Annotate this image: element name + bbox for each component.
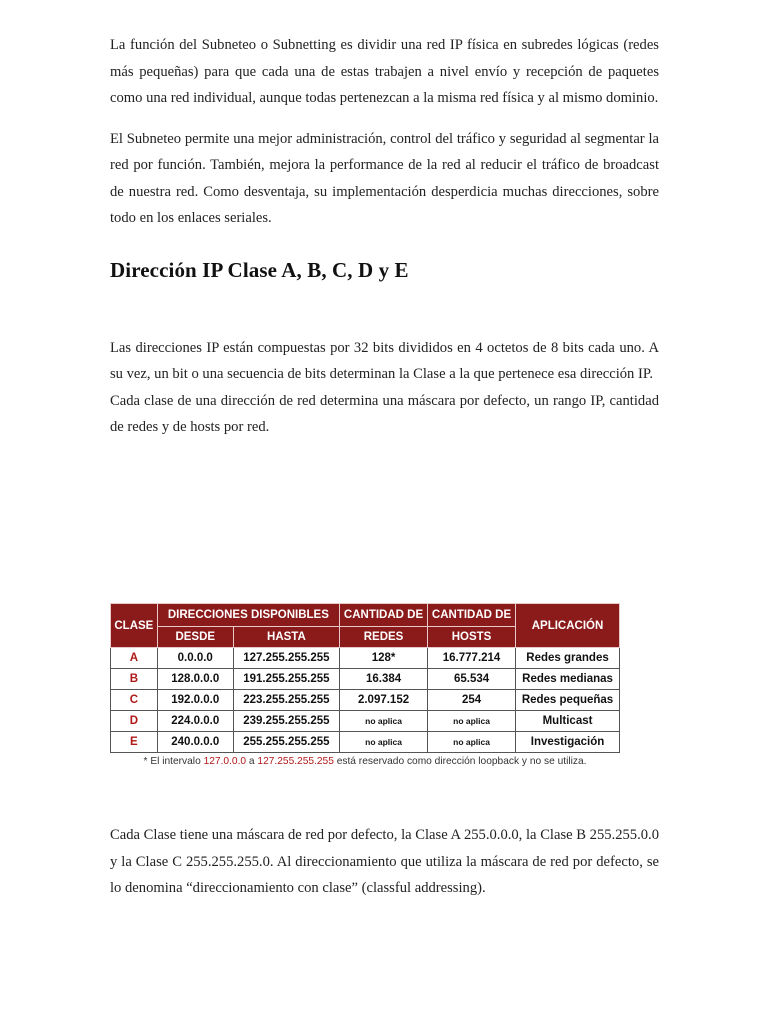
header-cantidad-redes-1: CANTIDAD DE xyxy=(340,604,428,627)
cell-desde: 224.0.0.0 xyxy=(157,711,233,732)
footnote-range-end: 127.255.255.255 xyxy=(257,756,334,767)
table-footnote xyxy=(110,756,620,767)
footnote-range-start: 127.0.0.0 xyxy=(203,756,247,767)
paragraph-subneteo-intro: La función del Subneteo o Subnetting es dividir una red IP física en subredes lógicas (redes más pequeñas) para que cada una de estas trabajen a nivel envío y recepción de paquetes como una red individual, aunque todas pertenezcan a la misma red física y al mismo dominio. xyxy=(110,37,659,106)
cell-hasta: 191.255.255.255 xyxy=(233,669,339,690)
cell-aplicacion: Investigación xyxy=(516,732,620,753)
table-row xyxy=(111,690,620,711)
footnote-prefix: * El intervalo xyxy=(143,756,204,767)
section-heading: Dirección IP Clase A, B, C, D y E xyxy=(110,257,409,282)
footnote-suffix: está reservado como dirección loopback y no se utiliza. xyxy=(333,756,587,767)
table-row xyxy=(111,648,620,669)
cell-hasta: 127.255.255.255 xyxy=(233,648,339,669)
cell-hasta: 255.255.255.255 xyxy=(233,732,339,753)
cell-redes: no aplica xyxy=(340,711,428,732)
cell-aplicacion: Redes medianas xyxy=(516,669,620,690)
cell-clase: B xyxy=(111,669,158,690)
cell-hosts: no aplica xyxy=(428,711,516,732)
document-body xyxy=(110,32,659,441)
cell-hosts: 65.534 xyxy=(428,669,516,690)
paragraph-default-mask: Cada Clase tiene una máscara de red por defecto, la Clase A 255.0.0.0, la Clase B 255.255.0.0 y la Clase C 255.255.255.0. Al direccionamiento que utiliza la máscara de red por defecto, se lo denomina “direccionamiento con clase” (classful addressing). xyxy=(110,827,659,896)
header-cantidad-redes-2: REDES xyxy=(340,627,428,648)
header-aplicacion: APLICACIÓN xyxy=(516,604,620,648)
cell-aplicacion: Redes pequeñas xyxy=(516,690,620,711)
cell-desde: 192.0.0.0 xyxy=(157,690,233,711)
cell-hosts: 254 xyxy=(428,690,516,711)
footnote-mid: a xyxy=(246,756,258,767)
header-direcciones: DIRECCIONES DISPONIBLES xyxy=(157,604,339,627)
cell-clase: D xyxy=(111,711,158,732)
table-row xyxy=(111,669,620,690)
paragraph-ip-bits: Las direcciones IP están compuestas por 32 bits divididos en 4 octetos de 8 bits cada uno. A su vez, un bit o una secuencia de bits determinan la Clase a la que pertenece esa dirección IP. xyxy=(110,339,659,382)
cell-clase: C xyxy=(111,690,158,711)
cell-hasta: 223.255.255.255 xyxy=(233,690,339,711)
paragraph-subneteo-benefits: El Subneteo permite una mejor administración, control del tráfico y seguridad al segmentar la red por función. También, mejora la performance de la red al reducir el tráfico de broadcast de nuestra red. Como desventaja, su implementación desperdicia muchas direcciones, sobre todo en los enlaces seriales. xyxy=(110,130,659,226)
cell-clase: E xyxy=(111,732,158,753)
cell-redes: no aplica xyxy=(340,732,428,753)
cell-aplicacion: Redes grandes xyxy=(516,648,620,669)
cell-desde: 128.0.0.0 xyxy=(157,669,233,690)
header-hasta: HASTA xyxy=(233,627,339,648)
table-row xyxy=(111,711,620,732)
cell-redes: 128* xyxy=(340,648,428,669)
cell-redes: 2.097.152 xyxy=(340,690,428,711)
cell-hosts: no aplica xyxy=(428,732,516,753)
header-cantidad-hosts-2: HOSTS xyxy=(428,627,516,648)
cell-redes: 16.384 xyxy=(340,669,428,690)
ip-class-table xyxy=(110,603,620,753)
header-clase: CLASE xyxy=(111,604,158,648)
cell-desde: 0.0.0.0 xyxy=(157,648,233,669)
cell-hasta: 239.255.255.255 xyxy=(233,711,339,732)
cell-clase: A xyxy=(111,648,158,669)
cell-hosts: 16.777.214 xyxy=(428,648,516,669)
cell-desde: 240.0.0.0 xyxy=(157,732,233,753)
table-row xyxy=(111,732,620,753)
header-cantidad-hosts-1: CANTIDAD DE xyxy=(428,604,516,627)
header-desde: DESDE xyxy=(157,627,233,648)
ip-class-table-container xyxy=(110,603,620,767)
paragraph-ip-class: Cada clase de una dirección de red determina una máscara por defecto, un rango IP, cantidad de redes y de hosts por red. xyxy=(110,392,659,435)
cell-aplicacion: Multicast xyxy=(516,711,620,732)
